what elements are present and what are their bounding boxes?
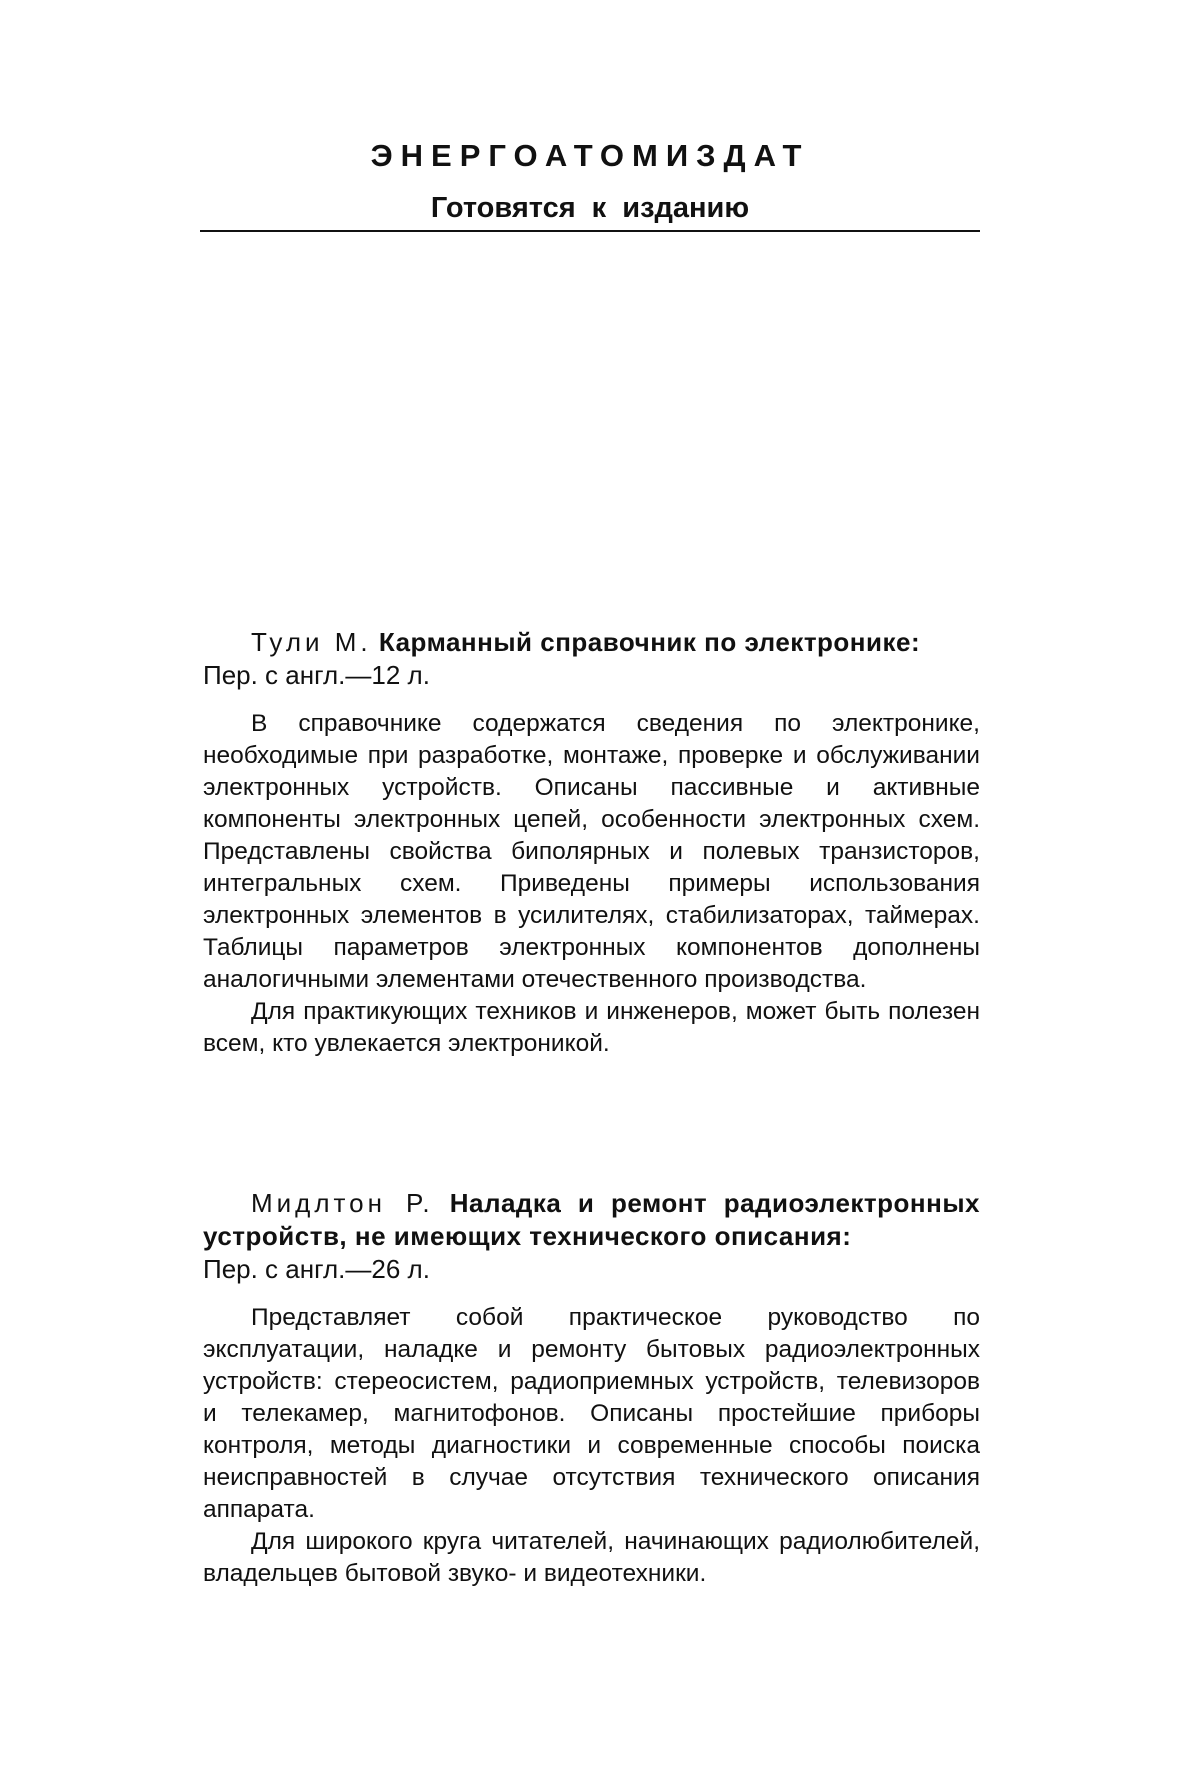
book-translation-note: Пер. с англ.—12 л. — [203, 660, 430, 690]
book-author: Мидлтон Р. — [251, 1188, 434, 1218]
book-audience: Для практикующих техников и инженеров, может быть полезен всем, кто увлекается электроникой. — [203, 998, 980, 1057]
book-heading — [203, 1187, 980, 1286]
book-description: В справочнике содержатся сведения по электронике, необходимые при разработке, монтаже, проверке и обслуживании электронных устройств. Описаны пассивные и активные компоненты электронных цепей, особенности электронных схем. Представлены свойства биполярных и полевых транзисторов, интегральных схем. Приведены примеры использования электронных элементов в усилителях, стабилизаторах, таймерах. Таблицы параметров электронных компонентов дополнены аналогичными элементами отечественного производства. — [203, 710, 980, 993]
publisher-name: ЭНЕРГОАТОМИЗДАТ — [370, 138, 810, 173]
book-audience: Для широкого круга читателей, начинающих радиолюбителей, владельцев бытовой звуко- и видеотехники. — [203, 1528, 980, 1587]
book-description: Представляет собой практическое руководство по эксплуатации, наладке и ремонту бытовых радиоэлектронных устройств: стереосистем, радиоприемных устройств, телевизоров и телекамер, магнитофонов. Описаны простейшие приборы контроля, методы диагностики и современные способы поиска неисправностей в случае отсутствия технического описания аппарата. — [203, 1304, 980, 1523]
book-author: Тули М. — [251, 627, 372, 657]
book-entry-tuli — [203, 626, 980, 1060]
book-heading — [203, 626, 980, 692]
book-entry-middleton — [203, 1187, 980, 1590]
section-subtitle: Готовятся к изданию — [430, 192, 750, 224]
book-title: Карманный справочник по электронике: — [378, 627, 921, 657]
header-divider — [200, 230, 980, 232]
book-title: Наладка и ремонт радиоэлектронных устройств, не имеющих технического описания: — [203, 1188, 980, 1251]
book-translation-note: Пер. с англ.—26 л. — [203, 1254, 430, 1284]
